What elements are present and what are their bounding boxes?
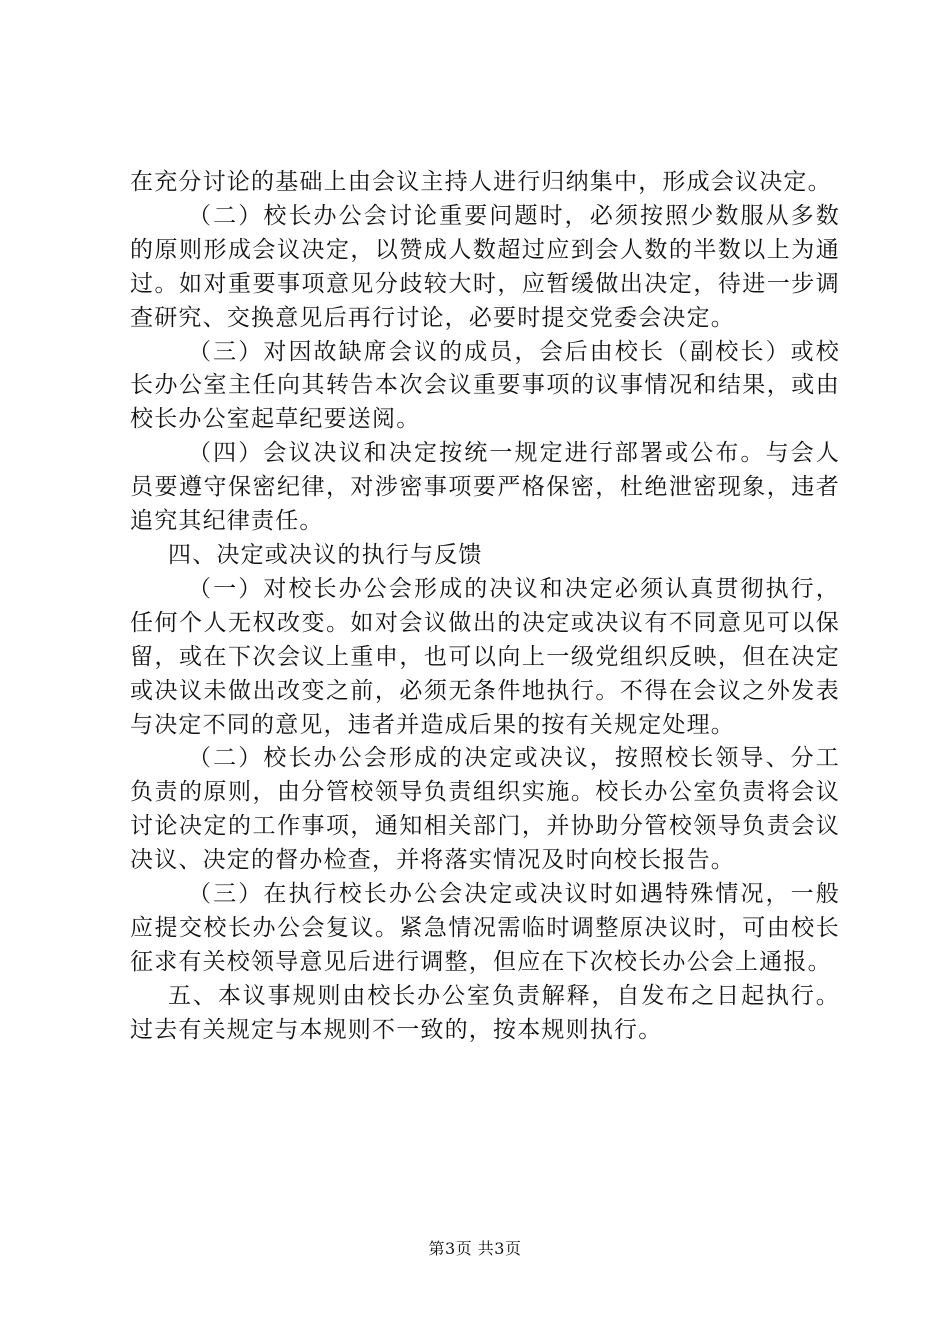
paragraph-section4-item-2: （二）校长办公会形成的决定或决议，按照校长领导、分工负责的原则，由分管校领导负责组织实施。校长办公室负责将会议讨论决定的工作事项，通知相关部门，并协助分管校领导负责会议决议、决定的督办检查，并将落实情况及时向校长报告。 (130, 745, 840, 874)
paragraph-continuation: 在充分讨论的基础上由会议主持人进行归纳集中，形成会议决定。 (130, 169, 832, 195)
page-number-footer: 第3页 共3页 (428, 1239, 522, 1258)
section-5-paragraph: 五、本议事规则由校长办公室负责解释，自发布之日起执行。过去有关规定与本规则不一致的，按本规则执行。 (130, 982, 840, 1043)
document-body (130, 166, 840, 1048)
paragraph-item-3: （三）对因故缺席会议的成员，会后由校长（副校长）或校长办公室主任向其转告本次会议重要事项的议事情况和结果，或由校长办公室起草纪要送阅。 (130, 338, 840, 433)
paragraph-section4-item-3: （三）在执行校长办公会决定或决议时如遇特殊情况，一般应提交校长办公会复议。紧急情况需临时调整原决议时，可由校长征求有关校领导意见后进行调整，但应在下次校长办公会上通报。 (130, 881, 840, 975)
paragraph-item-2: （二）校长办公会讨论重要问题时，必须按照少数服从多数的原则形成会议决定，以赞成人数超过应到会人数的半数以上为通过。如对重要事项意见分歧较大时，应暂缓做出决定，待进一步调查研究、交换意见后再行讨论，必要时提交党委会决定。 (130, 202, 840, 331)
section-heading-4: 四、决定或决议的执行与反馈 (168, 541, 483, 568)
paragraph-item-4: （四）会议决议和决定按统一规定进行部署或公布。与会人员要遵守保密纪律，对涉密事项要严格保密，杜绝泄密现象，违者追究其纪律责任。 (130, 440, 840, 535)
paragraph-section4-item-1: （一）对校长办公会形成的决议和决定必须认真贯彻执行，任何个人无权改变。如对会议做出的决定或决议有不同意见可以保留，或在下次会议上重申，也可以向上一级党组织反映，但在决定或决议未做出改变之前，必须无条件地执行。不得在会议之外发表与决定不同的意见，违者并造成后果的按有关规定处理。 (130, 575, 840, 738)
